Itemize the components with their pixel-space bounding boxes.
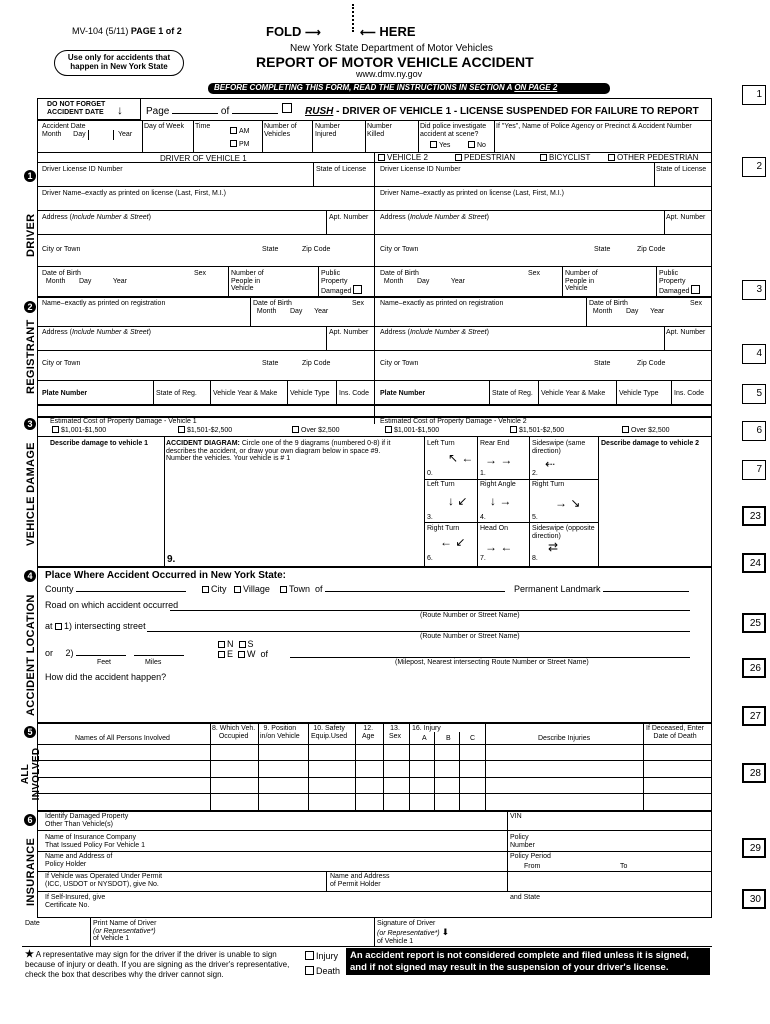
pedestrian-option[interactable]: PEDESTRIAN — [455, 154, 515, 163]
diagram-instructions: ACCIDENT DIAGRAM: Circle one of the 9 diagrams (numbered 0-8) if it describes the accident, or draw your own diagram below in space #9. Number the vehicles. Your vehicle is # 1 — [166, 440, 391, 463]
driver-1-title: DRIVER OF VEHICLE 1 — [160, 154, 247, 163]
diagram-5-arrows: → ↘ — [555, 496, 581, 510]
side-box-29[interactable]: 29 — [742, 838, 766, 858]
r2-sex: Sex — [690, 300, 703, 307]
d2-address: Address (Include Number & Street) — [380, 214, 489, 221]
route-hint-2: (Route Number or Street Name) — [420, 633, 520, 640]
route-hint: (Route Number or Street Name) — [420, 612, 520, 619]
fold-label: FOLD ⟶ — [266, 24, 321, 39]
bicyclist-option[interactable]: BICYCLIST — [540, 154, 590, 163]
r2-state: State — [594, 360, 611, 367]
r2-plate: Plate Number — [380, 390, 426, 397]
desc-damage-1: Describe damage to vehicle 1 — [50, 440, 149, 447]
day-of-week-label: Day of Week — [144, 123, 184, 130]
d2-dob: Date of Birth Month Day Year — [380, 270, 465, 285]
page-label: Page of — [146, 106, 278, 117]
d2-public-prop[interactable]: Public Property Damaged — [659, 270, 702, 296]
r2-apt: Apt. Number — [666, 329, 706, 336]
dir-ew[interactable]: E W of — [218, 650, 268, 660]
diagram-4[interactable]: Right Angle — [480, 481, 516, 488]
section-6-marker: 6 — [24, 814, 36, 826]
ins-vin: VIN — [510, 813, 522, 820]
diagram-7[interactable]: Head On — [480, 525, 509, 532]
d2-zip: Zip Code — [637, 246, 666, 253]
est-damage-2: Estimated Cost of Property Damage - Vehicle 2 — [380, 418, 527, 425]
diagram-6[interactable]: Right Turn — [427, 525, 460, 532]
diagram-9-label: 9. — [167, 554, 176, 565]
side-box-30[interactable]: 30 — [742, 889, 766, 909]
side-box-23[interactable]: 23 — [742, 506, 766, 526]
ins-permit-holder: Name and Address of Permit Holder — [330, 873, 390, 888]
accident-date-label: Accident Date Month Day — [42, 123, 86, 138]
form-id: MV-104 (5/11) PAGE 1 of 2 — [72, 26, 182, 36]
county-field[interactable]: County — [45, 585, 186, 595]
diagram-6-arrows: ← ↙ — [440, 535, 466, 549]
vehicle-damage-section-label: VEHICLE DAMAGE — [25, 442, 37, 546]
d1-name: Driver Name–exactly as printed on license (Last, First, M.I.) — [42, 190, 227, 197]
form-title: REPORT OF MOTOR VEHICLE ACCIDENT — [256, 54, 534, 70]
side-box-3[interactable]: 3 — [742, 280, 766, 300]
ins-policy-number: Policy Number — [510, 834, 535, 849]
side-box-1[interactable]: 1 — [742, 85, 766, 105]
r1-dob: Date of Birth Month Day Year — [253, 300, 329, 315]
diagram-0[interactable]: Left Turn — [427, 440, 455, 447]
ins-period: Policy Period — [510, 853, 551, 860]
r2-zip: Zip Code — [637, 360, 666, 367]
d1-sex: Sex — [194, 270, 207, 277]
r2-dob: Date of Birth Month Day Year — [589, 300, 665, 315]
col-injury: 16. Injury — [412, 725, 441, 732]
dnf-box: DO NOT FORGET ACCIDENT DATE — [37, 98, 141, 120]
est1-opt2[interactable]: $1,501-$2,500 — [178, 426, 232, 435]
col-deceased: If Deceased, Enter Date of Death — [646, 725, 704, 740]
est2-opt1[interactable]: $1,001-$1,500 — [385, 426, 439, 435]
r2-ins-code: Ins. Code — [674, 390, 704, 397]
col-sex: 13. Sex — [389, 725, 402, 740]
side-box-25[interactable]: 25 — [742, 613, 766, 633]
r1-veh-type: Vehicle Type — [290, 390, 330, 397]
d2-license-id: Driver License ID Number — [380, 166, 461, 173]
dir-ns[interactable]: N S — [218, 640, 254, 650]
police-no[interactable]: No — [468, 141, 486, 150]
police-agency-label: If "Yes", Name of Police Agency or Precinct & Accident Number — [496, 123, 692, 130]
est-damage-1: Estimated Cost of Property Damage - Vehicle 1 — [50, 418, 197, 425]
fold-line — [352, 4, 354, 32]
section-5-marker: 5 — [24, 726, 36, 738]
rush-checkbox[interactable] — [282, 103, 292, 113]
section-3-marker: 3 — [24, 418, 36, 430]
r1-ins-code: Ins. Code — [339, 390, 369, 397]
r1-plate: Plate Number — [42, 390, 88, 397]
rep-note: ★ A representative may sign for the driver if the driver is unable to sign because of injury or death. If you are signing as the driver's representative, check the box that describes why the driver cannot sign. — [25, 949, 290, 979]
section-2-marker: 2 — [24, 301, 36, 313]
r1-veh-year: Vehicle Year & Make — [213, 390, 278, 397]
am-option[interactable]: AM — [230, 127, 250, 136]
diagram-3[interactable]: Left Turn — [427, 481, 455, 488]
ins-holder: Name and Address of Policy Holder — [45, 853, 113, 868]
d1-people: Number of People in Vehicle — [231, 270, 264, 293]
diagram-1[interactable]: Rear End — [480, 440, 510, 447]
diagram-8[interactable]: Sideswipe (opposite direction) — [532, 525, 595, 540]
d2-state: State — [594, 246, 611, 253]
sig-date: Date — [25, 920, 40, 927]
d2-sex: Sex — [528, 270, 541, 277]
or-distance[interactable]: or 2) — [45, 649, 184, 659]
col-names: Names of All Persons Involved — [75, 735, 170, 742]
section-4-marker: 4 — [24, 570, 36, 582]
est1-opt3[interactable]: Over $2,500 — [292, 426, 340, 435]
d1-zip: Zip Code — [302, 246, 331, 253]
diagram-3-arrows: ↓ ↙ — [448, 494, 468, 508]
num-injured-label: Number Injured — [315, 123, 340, 138]
diagram-2[interactable]: Sideswipe (same direction) — [532, 440, 586, 455]
side-box-24[interactable]: 24 — [742, 553, 766, 573]
other-ped-option[interactable]: OTHER PEDESTRIAN — [608, 154, 698, 163]
police-yes[interactable]: Yes — [430, 141, 450, 150]
rush-label: RUSH - DRIVER OF VEHICLE 1 - LICENSE SUSPENDED FOR FAILURE TO REPORT — [305, 106, 699, 117]
accident-location-section-label: ACCIDENT LOCATION — [25, 594, 37, 716]
r1-address: Address (Include Number & Street) — [42, 329, 151, 336]
village-option[interactable]: Village — [234, 585, 270, 595]
d2-name: Driver Name–exactly as printed on license (Last, First, M.I.) — [380, 190, 565, 197]
col-position: 9. Position in/on Vehicle — [260, 725, 300, 740]
city-option[interactable]: City — [202, 585, 227, 595]
r2-veh-type: Vehicle Type — [619, 390, 659, 397]
col-describe: Describe Injuries — [538, 735, 591, 742]
diagram-4-arrows: ↓ → — [490, 494, 512, 508]
r1-state-reg: State of Reg. — [156, 390, 197, 397]
num-vehicles-label: Number of Vehicles — [264, 123, 297, 138]
ins-to: To — [620, 863, 628, 870]
warning-banner: An accident report is not considered complete and filed unless it is signed, and if not signed may result in the suspension of your driver's license. — [346, 948, 710, 975]
ins-property: Identify Damaged Property Other Than Vehicle(s) — [45, 813, 129, 828]
ins-self-insured: If Self-Insured, give Certificate No. — [45, 894, 106, 909]
diagram-2-arrows: ⇠ — [545, 457, 556, 471]
r1-apt: Apt. Number — [329, 329, 369, 336]
r1-sex: Sex — [352, 300, 365, 307]
of-field[interactable]: of — [315, 585, 505, 595]
side-box-27[interactable]: 27 — [742, 706, 766, 726]
r2-name: Name–exactly as printed on registration — [380, 300, 504, 307]
location-title: Place Where Accident Occurred in New York State: — [45, 570, 287, 581]
r1-zip: Zip Code — [302, 360, 331, 367]
all-involved-section-label: ALL INVOLVED — [20, 747, 42, 801]
d1-dob: Date of Birth Month Day Year — [42, 270, 127, 285]
town-option[interactable]: Town — [280, 585, 310, 595]
d1-license-id: Driver License ID Number — [42, 166, 123, 173]
desc-damage-2: Describe damage to vehicle 2 — [601, 440, 700, 447]
r1-name: Name–exactly as printed on registration — [42, 300, 166, 307]
sig-print-name: Print Name of Driver (or Representative*) of Vehicle 1 — [93, 920, 157, 943]
police-question: Did police investigate accident at scene? — [420, 123, 487, 138]
d2-apt: Apt. Number — [666, 214, 706, 221]
r2-veh-year: Vehicle Year & Make — [541, 390, 606, 397]
d1-city: City or Town — [42, 246, 81, 253]
est1-opt1[interactable]: $1,001-$1,500 — [52, 426, 106, 435]
milepost-hint: (Milepost, Nearest intersecting Route Number or Street Name) — [395, 659, 589, 666]
vehicle-2-option[interactable]: VEHICLE 2 — [378, 154, 428, 163]
side-box-6[interactable]: 6 — [742, 421, 766, 441]
side-box-7[interactable]: 7 — [742, 460, 766, 480]
d1-public-prop[interactable]: Public Property Damaged — [321, 270, 364, 296]
insurance-section-label: INSURANCE — [25, 837, 37, 906]
r1-city: City or Town — [42, 360, 81, 367]
side-box-28[interactable]: 28 — [742, 763, 766, 783]
side-box-26[interactable]: 26 — [742, 658, 766, 678]
section-1-marker: 1 — [24, 170, 36, 182]
col-which-veh: 8. Which Veh. Occupied — [212, 725, 256, 740]
d1-apt: Apt. Number — [329, 214, 369, 221]
road-label: Road on which accident occurred — [45, 600, 179, 610]
injury-option[interactable]: Injury — [305, 951, 338, 962]
side-box-5[interactable]: 5 — [742, 384, 766, 404]
ins-and-state: and State — [510, 894, 540, 901]
time-label: Time — [195, 123, 211, 130]
d2-people: Number of People in Vehicle — [565, 270, 598, 293]
here-label: ⟵ HERE — [360, 24, 416, 39]
est2-opt3[interactable]: Over $2,500 — [622, 426, 670, 435]
col-safety: 10. Safety Equip.Used — [311, 725, 348, 740]
d1-state-license: State of License — [316, 166, 367, 173]
dnf-arrow: ↓ — [117, 103, 123, 117]
death-option[interactable]: Death — [305, 966, 340, 977]
d1-address: Address (Include Number & Street) — [42, 214, 151, 221]
diagram-8-arrows: ⇄ — [548, 540, 559, 554]
diagram-0-arrows: ↖ ← — [448, 451, 474, 465]
d1-state: State — [262, 246, 279, 253]
side-box-4[interactable]: 4 — [742, 344, 766, 364]
r2-city: City or Town — [380, 360, 419, 367]
d2-city: City or Town — [380, 246, 419, 253]
r2-state-reg: State of Reg. — [492, 390, 533, 397]
ins-from: From — [524, 863, 541, 870]
intersecting-field[interactable]: at 1) intersecting street — [45, 621, 146, 631]
est2-opt2[interactable]: $1,501-$2,500 — [510, 426, 564, 435]
driver-section-label: DRIVER — [25, 213, 37, 257]
instructions-banner: BEFORE COMPLETING THIS FORM, READ THE INSTRUCTIONS IN SECTION A ON PAGE 2 — [208, 83, 610, 94]
d2-state-license: State of License — [656, 166, 707, 173]
diagram-5[interactable]: Right Turn — [532, 481, 565, 488]
num-killed-label: Number Killed — [367, 123, 392, 138]
dmv-url: www.dmv.ny.gov — [356, 69, 423, 79]
registrant-section-label: REGISTRANT — [25, 319, 37, 394]
diagram-1-arrows: → → — [485, 453, 513, 467]
side-box-2[interactable]: 2 — [742, 157, 766, 177]
pm-option[interactable]: PM — [230, 140, 250, 149]
landmark-field[interactable]: Permanent Landmark — [514, 585, 689, 595]
ins-company: Name of Insurance Company That Issued Policy For Vehicle 1 — [45, 834, 145, 849]
col-age: 12. Age — [362, 725, 375, 740]
dept-name: New York State Department of Motor Vehicles — [290, 43, 493, 54]
sig-signature: Signature of Driver (or Representative*) ⬇ of Vehicle 1 — [377, 920, 450, 945]
how-label: How did the accident happen? — [45, 672, 167, 682]
ny-only-note: Use only for accidents that happen in New York State — [54, 50, 184, 76]
r2-address: Address (Include Number & Street) — [380, 329, 489, 336]
ins-permit: If Vehicle was Operated Under Permit (ICC, USDOT or NYSDOT), give No. — [45, 873, 163, 888]
r1-state: State — [262, 360, 279, 367]
diagram-7-arrows: → ← — [485, 540, 513, 554]
